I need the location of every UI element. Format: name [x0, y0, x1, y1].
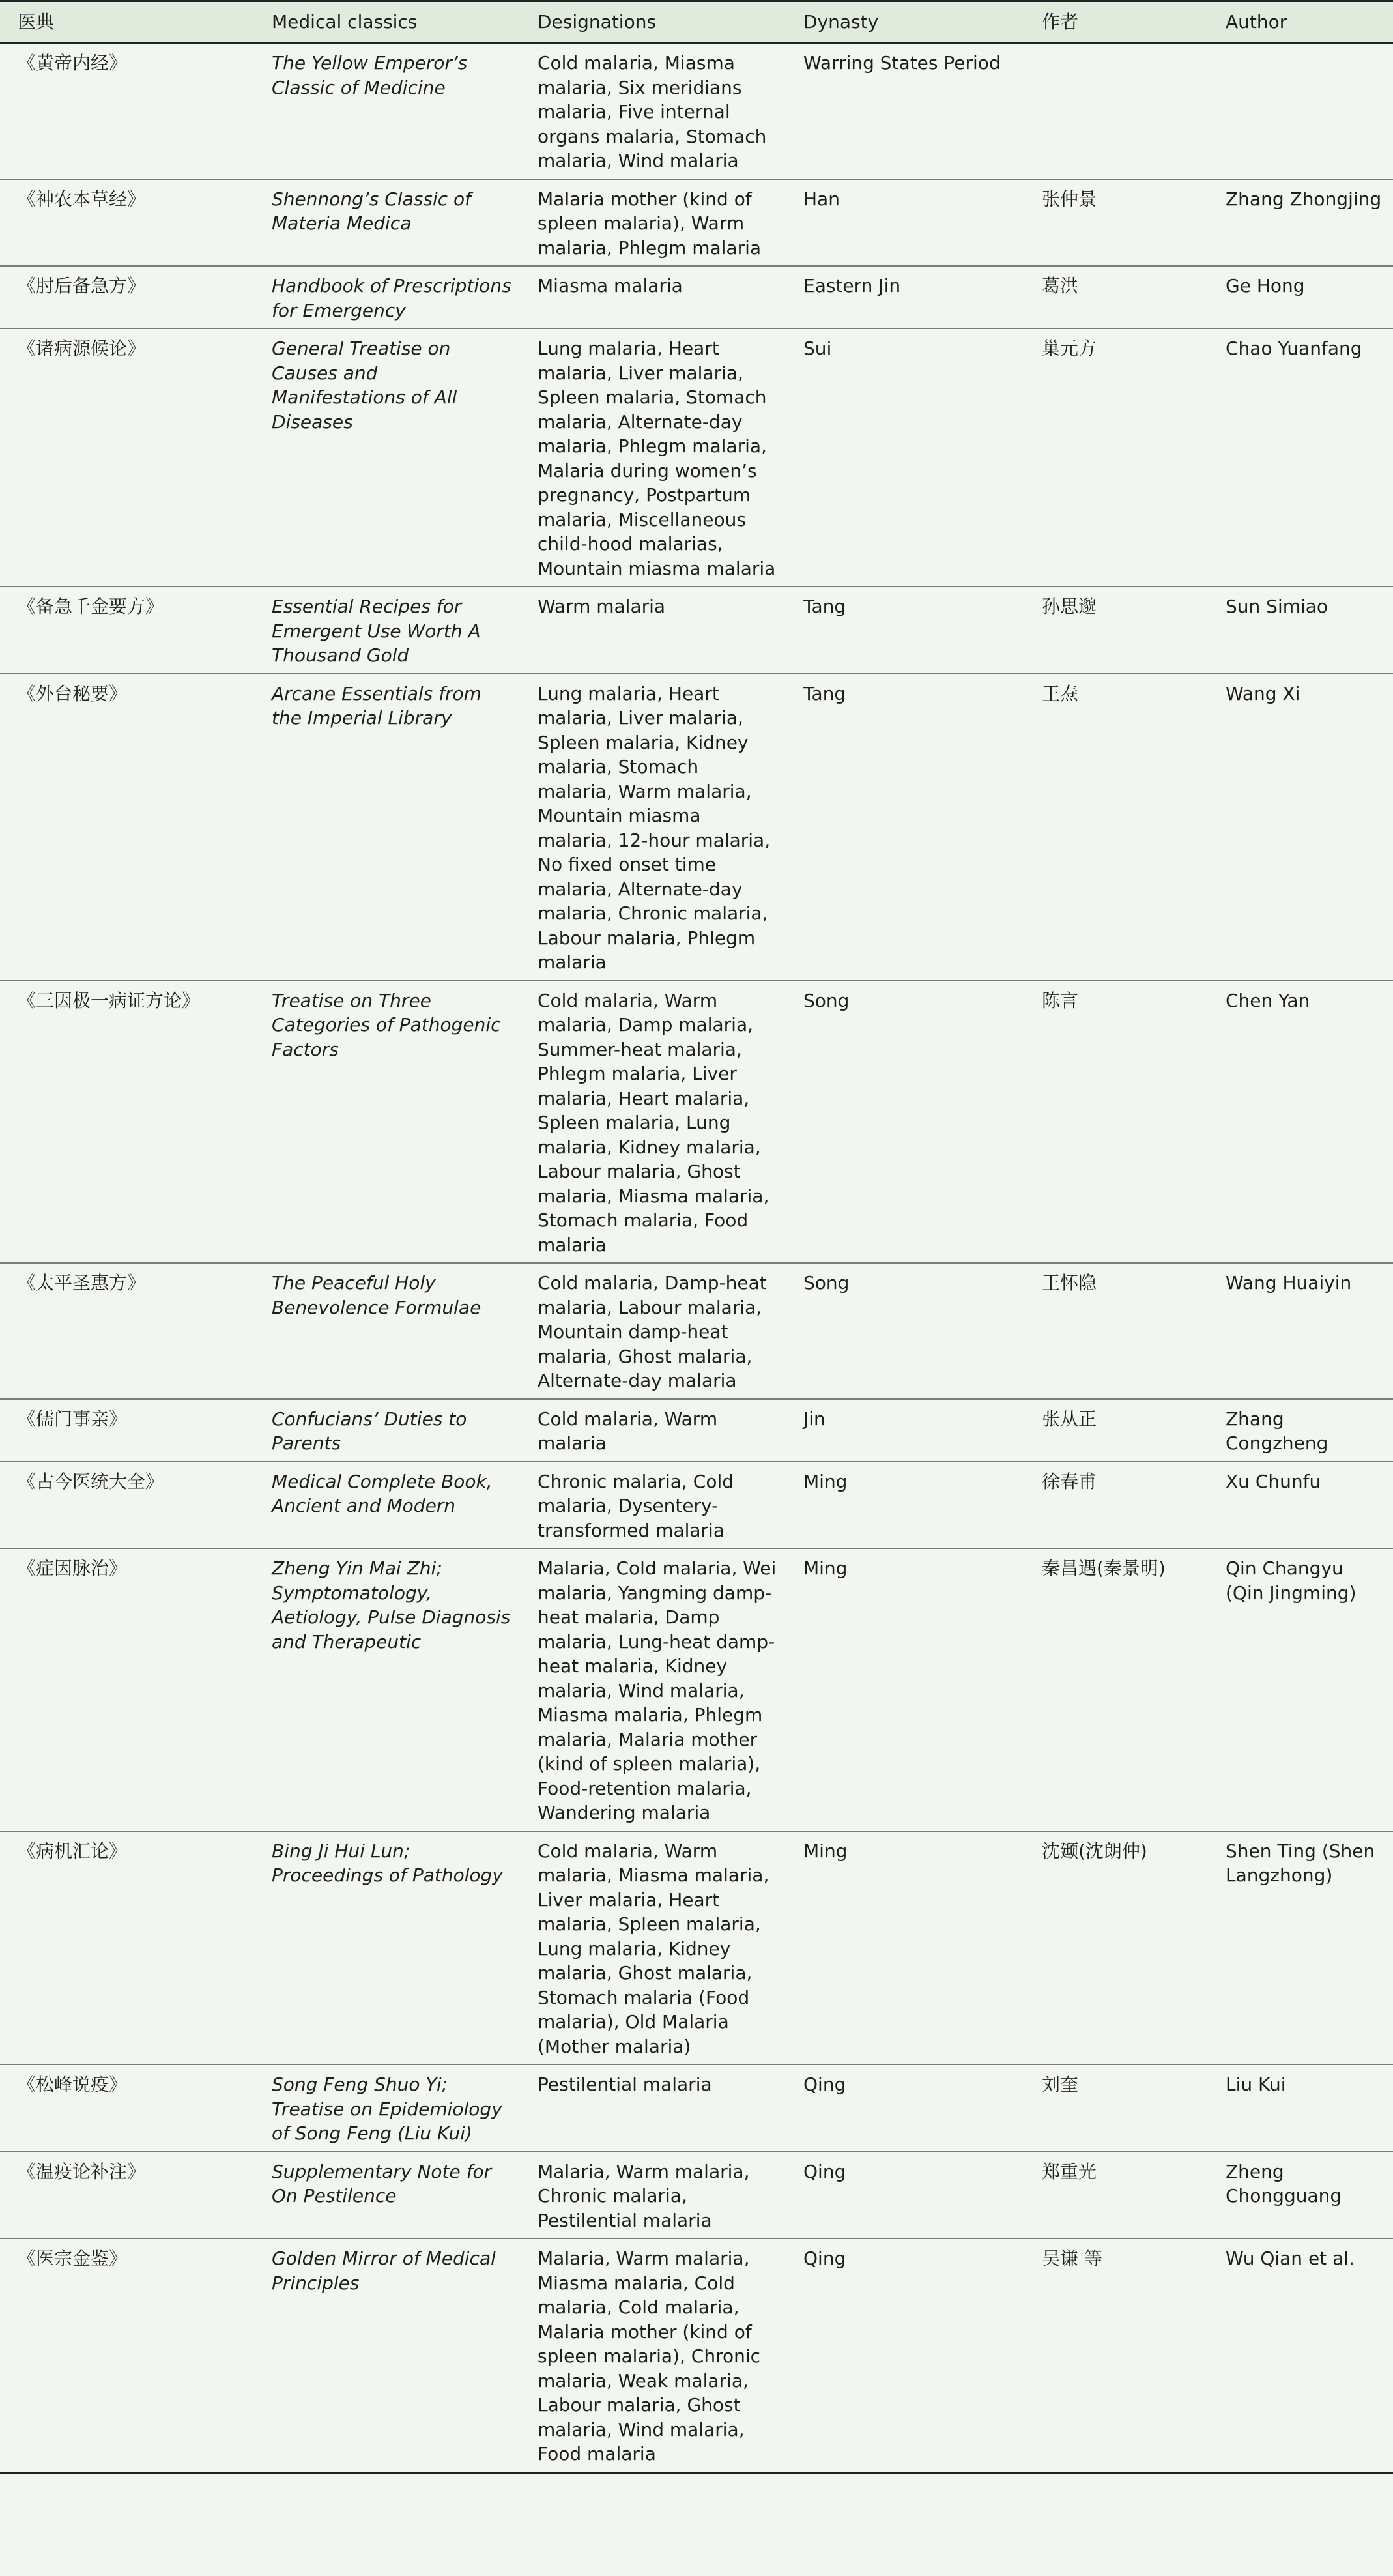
cell-author-en: Chao Yuanfang [1226, 338, 1362, 359]
table-row [0, 586, 1393, 674]
cell-classic-en: The Yellow Emperor’s Classic of Medicine [272, 52, 468, 98]
cell-classic-en: Handbook of Prescriptions for Emergency [272, 275, 511, 321]
cell-designations: Warm malaria [538, 596, 666, 617]
cell-designations: Lung malaria, Heart malaria, Liver malaria, Spleen malaria, Kidney malaria, Stomach malaria, Warm malaria, Mountain miasma malaria, 12-hour malaria, No fixed onset time malaria, Alternate-day malaria, Chronic malaria, Labour malaria, Phlegm malaria [538, 682, 771, 973]
cell-dynasty: Song [803, 1272, 850, 1294]
cell-dynasty: Ming [803, 1470, 848, 1492]
header-author-en: Author [1226, 11, 1287, 33]
cell-designations: Malaria mother (kind of spleen malaria), Warm malaria, Phlegm malaria [538, 188, 762, 259]
table-row [0, 2238, 1393, 2472]
cell-classic-en: The Peaceful Holy Benevolence Formulae [272, 1272, 481, 1318]
cell-classic-zh: 《儒门事亲》 [18, 1408, 128, 1430]
cell-dynasty: Qing [803, 2074, 846, 2095]
cell-author-zh: 张从正 [1042, 1408, 1097, 1430]
cell-author-zh: 秦昌遇(秦景明) [1042, 1557, 1166, 1579]
header-designations: Designations [538, 11, 657, 33]
cell-classic-en: Song Feng Shuo Yi; Treatise on Epidemiology of Song Feng (Liu Kui) [272, 2074, 502, 2144]
cell-classic-zh: 《备急千金要方》 [18, 596, 164, 617]
cell-author-en: Liu Kui [1226, 2074, 1286, 2095]
cell-author-en: Ge Hong [1226, 275, 1305, 297]
table-header [0, 1, 1393, 43]
cell-classic-en: Bing Ji Hui Lun; Proceedings of Pathology [272, 1840, 503, 1886]
cell-classic-zh: 《肘后备急方》 [18, 275, 146, 297]
cell-classic-en: General Treatise on Causes and Manifestations of All Diseases [272, 338, 457, 433]
table-row [0, 1548, 1393, 1831]
cell-author-zh: 巢元方 [1042, 338, 1097, 359]
cell-author-zh: 王怀隐 [1042, 1272, 1097, 1294]
cell-classic-en: Treatise on Three Categories of Pathogenic Factors [272, 989, 501, 1060]
cell-author-en: Qin Changyu (Qin Jingming) [1226, 1557, 1357, 1604]
cell-classic-en: Arcane Essentials from the Imperial Library [272, 682, 481, 729]
cell-classic-zh: 《温疫论补注》 [18, 2160, 146, 2182]
cell-dynasty: Ming [803, 1557, 848, 1579]
table-row [0, 674, 1393, 981]
cell-classic-zh: 《诸病源候论》 [18, 338, 146, 359]
cell-classic-zh: 《古今医统大全》 [18, 1470, 164, 1492]
cell-author-zh: 张仲景 [1042, 188, 1097, 210]
cell-author-en: Sun Simiao [1226, 596, 1328, 617]
cell-designations: Cold malaria, Warm malaria [538, 1408, 718, 1454]
cell-designations: Malaria, Warm malaria, Chronic malaria, Pestilential malaria [538, 2160, 750, 2231]
cell-designations: Cold malaria, Damp-heat malaria, Labour malaria, Mountain damp-heat malaria, Ghost malaria, Alternate-day malaria [538, 1272, 767, 1391]
cell-dynasty: Eastern Jin [803, 275, 901, 297]
cell-classic-en: Zheng Yin Mai Zhi; Symptomatology, Aetiology, Pulse Diagnosis and Therapeutic [272, 1557, 511, 1653]
cell-classic-en: Golden Mirror of Medical Principles [272, 2248, 496, 2294]
cell-author-zh: 陈言 [1042, 989, 1079, 1011]
cell-classic-en: Confucians’ Duties to Parents [272, 1408, 467, 1454]
cell-author-en: Zheng Chongguang [1226, 2160, 1342, 2207]
table-row [0, 1831, 1393, 2065]
cell-author-en: Shen Ting (Shen Langzhong) [1226, 1840, 1375, 1886]
cell-author-en: Zhang Congzheng [1226, 1408, 1328, 1454]
cell-classic-zh: 《症因脉治》 [18, 1557, 128, 1579]
cell-author-en: Wang Huaiyin [1226, 1272, 1352, 1294]
cell-author-zh: 沈颋(沈朗仲) [1042, 1840, 1147, 1862]
cell-classic-en: Supplementary Note for On Pestilence [272, 2160, 492, 2207]
table-body [0, 43, 1393, 2473]
cell-dynasty: Sui [803, 338, 832, 359]
cell-designations: Lung malaria, Heart malaria, Liver malaria, Spleen malaria, Stomach malaria, Alternate-day malaria, Phlegm malaria, Malaria during women’s pregnancy, Postpartum malaria, Miscellaneous child-hood malarias, Mountain miasma malaria [538, 338, 776, 579]
cell-designations: Cold malaria, Miasma malaria, Six meridians malaria, Five internal organs malaria, Stomach malaria, Wind malaria [538, 52, 767, 171]
table-row [0, 179, 1393, 267]
cell-author-zh [1024, 43, 1208, 179]
cell-classic-en: Medical Complete Book, Ancient and Modern [272, 1470, 493, 1516]
cell-dynasty: Song [803, 989, 850, 1011]
cell-designations: Chronic malaria, Cold malaria, Dysentery-transformed malaria [538, 1470, 734, 1541]
cell-designations: Malaria, Warm malaria, Miasma malaria, Cold malaria, Cold malaria, Malaria mother (kind of spleen malaria), Chronic malaria, Weak malaria, Labour malaria, Ghost malaria, Wind malaria, Food malaria [538, 2248, 761, 2465]
table-row [0, 1399, 1393, 1462]
cell-classic-zh: 《三因极一病证方论》 [18, 989, 201, 1011]
cell-classic-en: Shennong’s Classic of Materia Medica [272, 188, 472, 234]
cell-classic-zh: 《医宗金鉴》 [18, 2248, 128, 2269]
cell-classic-zh: 《黄帝内经》 [18, 52, 128, 74]
cell-designations: Malaria, Cold malaria, Wei malaria, Yangming damp-heat malaria, Damp malaria, Lung-heat damp-heat malaria, Kidney malaria, Wind malaria, Miasma malaria, Phlegm malaria, Malaria mother (kind of spleen malaria), Food-retention malaria, Wandering malaria [538, 1557, 777, 1823]
cell-author-en [1208, 43, 1393, 179]
cell-classic-zh: 《外台秘要》 [18, 682, 128, 704]
table-row [0, 2152, 1393, 2239]
cell-dynasty: Tang [803, 682, 846, 704]
table-row [0, 1462, 1393, 1549]
cell-dynasty: Warring States Period [803, 52, 1001, 74]
cell-classic-zh: 《神农本草经》 [18, 188, 146, 210]
cell-author-zh: 孙思邈 [1042, 596, 1097, 617]
header-dynasty: Dynasty [803, 11, 879, 33]
table-row [0, 43, 1393, 179]
table-row [0, 266, 1393, 328]
cell-classic-zh: 《病机汇论》 [18, 1840, 128, 1862]
header-classic-en: Medical classics [272, 11, 418, 33]
cell-designations: Cold malaria, Warm malaria, Miasma malaria, Liver malaria, Heart malaria, Spleen malaria, Lung malaria, Kidney malaria, Ghost malaria, Stomach malaria (Food malaria), Old Malaria (Mother malaria) [538, 1840, 769, 2057]
header-author-zh: 作者 [1042, 11, 1079, 33]
cell-dynasty: Han [803, 188, 840, 210]
cell-author-en: Wu Qian et al. [1226, 2248, 1355, 2269]
cell-author-zh: 刘奎 [1042, 2074, 1079, 2095]
cell-author-en: Xu Chunfu [1226, 1470, 1321, 1492]
cell-classic-zh: 《太平圣惠方》 [18, 1272, 146, 1294]
cell-author-zh: 徐春甫 [1042, 1470, 1097, 1492]
table-row [0, 2064, 1393, 2152]
cell-classic-zh: 《松峰说疫》 [18, 2074, 128, 2095]
cell-author-zh: 郑重光 [1042, 2160, 1097, 2182]
header-classic-zh: 医典 [18, 11, 55, 33]
cell-dynasty: Qing [803, 2160, 846, 2182]
cell-designations: Miasma malaria [538, 275, 683, 297]
cell-dynasty: Ming [803, 1840, 848, 1862]
table-row [0, 328, 1393, 586]
cell-author-en: Wang Xi [1226, 682, 1300, 704]
cell-dynasty: Tang [803, 596, 846, 617]
cell-dynasty: Jin [803, 1408, 826, 1430]
table-row [0, 1263, 1393, 1399]
cell-author-zh: 吴谦 等 [1042, 2248, 1102, 2269]
cell-designations: Cold malaria, Warm malaria, Damp malaria, Summer-heat malaria, Phlegm malaria, Liver malaria, Heart malaria, Spleen malaria, Lung malaria, Kidney malaria, Labour malaria, Ghost malaria, Miasma malaria, Stomach malaria, Food malaria [538, 989, 769, 1256]
cell-designations: Pestilential malaria [538, 2074, 712, 2095]
cell-dynasty: Qing [803, 2248, 846, 2269]
cell-author-zh: 王焘 [1042, 682, 1079, 704]
cell-author-zh: 葛洪 [1042, 275, 1079, 297]
cell-author-en: Zhang Zhongjing [1226, 188, 1382, 210]
cell-author-en: Chen Yan [1226, 989, 1310, 1011]
table-row [0, 981, 1393, 1264]
cell-classic-en: Essential Recipes for Emergent Use Worth A Thousand Gold [272, 596, 481, 666]
header-row [0, 1, 1393, 43]
